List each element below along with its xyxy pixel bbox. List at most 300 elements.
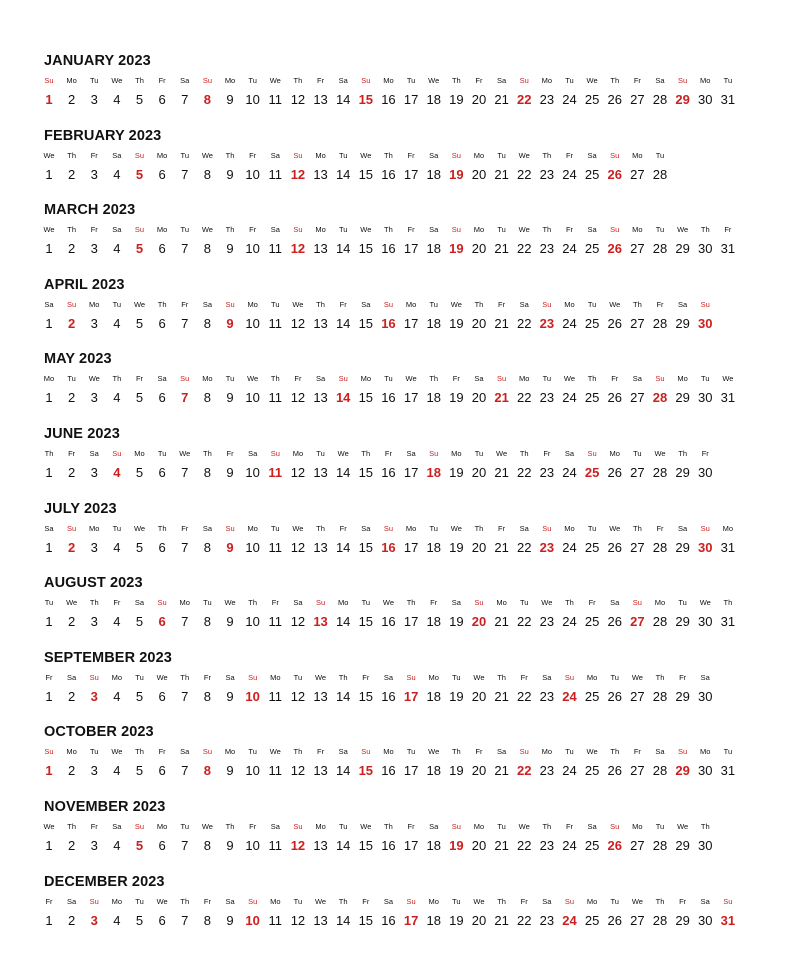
weekday-label: Su bbox=[497, 374, 507, 384]
date: 7 bbox=[181, 763, 189, 779]
date: 11 bbox=[268, 912, 283, 928]
date: 22 bbox=[516, 838, 532, 853]
date: 18 bbox=[426, 614, 441, 630]
weekday-label: Su bbox=[451, 225, 461, 235]
month-title: OCTOBER 2023 bbox=[44, 724, 154, 741]
weekday-label: Su bbox=[225, 299, 235, 309]
weekday-label: Fr bbox=[565, 225, 574, 235]
date: 23 bbox=[539, 763, 555, 779]
weekday-label: Su bbox=[248, 896, 258, 906]
date: 16 bbox=[381, 465, 396, 480]
weekday-label: Mo bbox=[134, 449, 145, 458]
weekday-label: Th bbox=[700, 225, 710, 235]
weekday-label: We bbox=[631, 896, 643, 906]
weekday-label: Fr bbox=[407, 150, 415, 160]
weekday-label: Th bbox=[474, 523, 484, 533]
date: 25 bbox=[584, 614, 600, 630]
weekday-label: Th bbox=[270, 374, 280, 384]
date: 24 bbox=[562, 166, 577, 182]
weekday-label: Tu bbox=[633, 449, 642, 458]
sunday-date: 12 bbox=[290, 241, 306, 257]
weekday-label: Su bbox=[225, 523, 235, 533]
weekday-label: Fr bbox=[475, 76, 483, 85]
date: 27 bbox=[630, 92, 645, 107]
weekday-label: Sa bbox=[89, 449, 99, 458]
weekday-label: Fr bbox=[181, 299, 189, 309]
date: 12 bbox=[290, 539, 306, 555]
date: 24 bbox=[562, 539, 577, 555]
weekday-label: Sa bbox=[315, 374, 326, 384]
date: 19 bbox=[449, 465, 464, 480]
weekday-label: Fr bbox=[203, 672, 211, 682]
date: 11 bbox=[268, 688, 283, 704]
weekday-label: Fr bbox=[407, 225, 415, 235]
weekday-label: Fr bbox=[271, 598, 279, 608]
date: 23 bbox=[539, 465, 555, 480]
weekday-label: Tu bbox=[497, 225, 506, 235]
weekday-label: We bbox=[360, 822, 372, 831]
weekday-label: Tu bbox=[180, 150, 189, 160]
weekday-label: Tu bbox=[135, 896, 144, 906]
weekday-label: Su bbox=[406, 672, 416, 682]
weekday-label: We bbox=[382, 598, 394, 608]
date: 17 bbox=[403, 241, 419, 257]
weekday-label: Fr bbox=[181, 523, 189, 533]
sunday-date: 5 bbox=[135, 166, 144, 182]
date: 31 bbox=[720, 241, 736, 257]
date: 23 bbox=[539, 838, 555, 853]
date: 10 bbox=[245, 838, 260, 853]
weekday-label: Tu bbox=[361, 598, 371, 608]
date: 4 bbox=[113, 166, 121, 182]
weekday-label: Fr bbox=[362, 672, 370, 682]
weekday-label: Mo bbox=[247, 523, 258, 533]
date: 4 bbox=[113, 539, 121, 555]
date: 8 bbox=[203, 688, 212, 704]
weekday-label: Sa bbox=[248, 449, 258, 458]
weekday-label: Tu bbox=[112, 523, 122, 533]
date: 19 bbox=[449, 912, 464, 928]
date: 19 bbox=[449, 614, 464, 630]
date: 2 bbox=[68, 390, 76, 406]
date: 25 bbox=[584, 763, 600, 779]
month-title: SEPTEMBER 2023 bbox=[44, 649, 172, 666]
weekday-label: Tu bbox=[452, 672, 461, 682]
date: 6 bbox=[158, 465, 166, 480]
weekday-label: Mo bbox=[496, 598, 507, 608]
month-block bbox=[0, 350, 792, 430]
weekday-label: Tu bbox=[90, 76, 99, 85]
weekday-label: We bbox=[722, 374, 734, 384]
weekday-label: Tu bbox=[203, 598, 212, 608]
date: 9 bbox=[226, 763, 234, 779]
weekday-label: Tu bbox=[338, 822, 348, 831]
date: 11 bbox=[268, 838, 283, 853]
date: 16 bbox=[381, 688, 396, 704]
weekday-label: Su bbox=[248, 672, 258, 682]
date: 18 bbox=[426, 912, 441, 928]
date: 20 bbox=[471, 390, 487, 406]
weekday-label: Su bbox=[632, 598, 642, 608]
date: 3 bbox=[90, 390, 98, 406]
weekday-label: We bbox=[518, 150, 530, 160]
weekday-label: Sa bbox=[655, 747, 665, 757]
date: 6 bbox=[158, 92, 166, 107]
date: 22 bbox=[516, 465, 532, 480]
weekday-label: Su bbox=[134, 822, 145, 831]
weekday-label: Th bbox=[225, 822, 235, 831]
weekday-label: Th bbox=[610, 747, 620, 757]
weekday-label: Mo bbox=[586, 896, 598, 906]
date: 20 bbox=[471, 166, 487, 182]
sunday-date: 14 bbox=[335, 390, 351, 406]
weekday-label: Su bbox=[542, 299, 552, 309]
weekday-label: We bbox=[496, 449, 508, 458]
weekday-label: Tu bbox=[519, 598, 529, 608]
weekday-label: Th bbox=[157, 523, 167, 533]
weekday-label: Su bbox=[67, 299, 77, 309]
weekday-label: Fr bbox=[565, 150, 574, 160]
weekday-label: Tu bbox=[610, 896, 619, 906]
date: 30 bbox=[698, 390, 713, 406]
date: 13 bbox=[313, 688, 328, 704]
sunday-date: 23 bbox=[539, 315, 555, 331]
weekday-label: Mo bbox=[632, 225, 643, 235]
weekday-label: Th bbox=[157, 299, 167, 309]
date: 22 bbox=[516, 166, 532, 182]
weekday-label: Su bbox=[338, 374, 348, 384]
weekday-label: Tu bbox=[610, 672, 619, 682]
weekday-label: Tu bbox=[429, 523, 438, 533]
weekday-label: Fr bbox=[294, 374, 302, 384]
weekday-label: Tu bbox=[587, 523, 597, 533]
weekday-label: Th bbox=[248, 598, 258, 608]
weekday-label: Sa bbox=[112, 225, 122, 235]
weekday-label: Fr bbox=[113, 598, 121, 608]
date: 20 bbox=[471, 688, 487, 704]
weekday-label: Su bbox=[89, 672, 99, 682]
date: 13 bbox=[313, 390, 328, 406]
date: 24 bbox=[562, 614, 577, 630]
date: 4 bbox=[113, 838, 121, 853]
date: 22 bbox=[516, 539, 532, 555]
date: 2 bbox=[68, 241, 76, 257]
date: 12 bbox=[290, 763, 306, 779]
weekday-label: Mo bbox=[111, 672, 123, 682]
date: 28 bbox=[652, 315, 668, 331]
weekday-label: We bbox=[609, 299, 621, 309]
date: 27 bbox=[630, 838, 645, 853]
weekday-label: Th bbox=[565, 598, 574, 608]
date: 23 bbox=[539, 92, 555, 107]
date: 6 bbox=[158, 315, 166, 331]
date: 8 bbox=[203, 315, 212, 331]
sunday-date: 1 bbox=[45, 92, 53, 107]
weekday-label: Th bbox=[655, 896, 665, 906]
date: 14 bbox=[335, 315, 351, 331]
weekday-label: Th bbox=[293, 747, 303, 757]
date: 3 bbox=[90, 92, 98, 107]
weekday-label: Mo bbox=[270, 896, 281, 906]
weekday-label: Su bbox=[293, 822, 303, 831]
date: 20 bbox=[471, 315, 487, 331]
month-block bbox=[0, 52, 792, 132]
weekday-label: Th bbox=[451, 76, 461, 85]
weekday-label: We bbox=[111, 747, 123, 757]
weekday-label: Fr bbox=[520, 896, 528, 906]
weekday-label: Sa bbox=[474, 374, 484, 384]
date: 11 bbox=[268, 539, 283, 555]
date: 2 bbox=[68, 166, 76, 182]
weekday-label: We bbox=[201, 822, 213, 831]
sunday-date: 26 bbox=[607, 241, 622, 257]
date: 11 bbox=[268, 241, 283, 257]
weekday-label: Mo bbox=[156, 225, 168, 235]
weekday-label: Su bbox=[700, 523, 710, 533]
date: 18 bbox=[426, 539, 441, 555]
date: 6 bbox=[158, 838, 166, 853]
date: 29 bbox=[675, 614, 690, 630]
date: 3 bbox=[90, 838, 98, 853]
sunday-date: 31 bbox=[720, 912, 736, 928]
weekday-label: Fr bbox=[633, 747, 641, 757]
weekday-label: Mo bbox=[451, 449, 462, 458]
weekday-label: Th bbox=[429, 374, 439, 384]
date: 25 bbox=[584, 539, 600, 555]
sunday-date: 30 bbox=[698, 315, 713, 331]
date: 9 bbox=[226, 166, 234, 182]
weekday-label: Th bbox=[203, 449, 212, 458]
weekday-label: Th bbox=[723, 598, 733, 608]
weekday-label: Mo bbox=[722, 523, 734, 533]
date: 21 bbox=[494, 166, 509, 182]
weekday-label: Fr bbox=[724, 225, 732, 235]
weekday-label: Fr bbox=[588, 598, 596, 608]
month-title: APRIL 2023 bbox=[44, 276, 125, 293]
date: 29 bbox=[675, 539, 690, 555]
date: 28 bbox=[652, 688, 668, 704]
date: 29 bbox=[675, 315, 690, 331]
weekday-label: Sa bbox=[406, 449, 416, 458]
weekday-label: Tu bbox=[587, 299, 597, 309]
weekday-label: Mo bbox=[202, 374, 213, 384]
weekday-label: We bbox=[428, 76, 440, 85]
weekday-label: Sa bbox=[270, 822, 280, 831]
weekday-label: Su bbox=[519, 747, 529, 757]
date: 7 bbox=[181, 614, 189, 630]
date: 10 bbox=[245, 241, 260, 257]
date: 26 bbox=[607, 390, 622, 406]
weekday-label: Fr bbox=[452, 374, 460, 384]
date: 12 bbox=[290, 465, 306, 480]
weekday-label: Th bbox=[89, 598, 99, 608]
date: 24 bbox=[562, 315, 577, 331]
date: 16 bbox=[381, 390, 396, 406]
weekday-label: Tu bbox=[180, 225, 189, 235]
date: 29 bbox=[675, 465, 690, 480]
weekday-label: We bbox=[43, 822, 55, 831]
weekday-label: Th bbox=[44, 449, 54, 458]
weekday-label: Mo bbox=[43, 374, 55, 384]
weekday-label: Th bbox=[678, 449, 687, 458]
weekday-label: Th bbox=[225, 150, 235, 160]
date: 19 bbox=[449, 688, 464, 704]
date: 24 bbox=[562, 838, 577, 853]
weekday-label: Tu bbox=[406, 747, 416, 757]
weekday-label: Tu bbox=[723, 76, 733, 85]
weekday-label: We bbox=[654, 449, 666, 458]
date: 22 bbox=[516, 614, 532, 630]
date: 26 bbox=[607, 92, 622, 107]
weekday-label: Mo bbox=[89, 523, 100, 533]
date: 25 bbox=[584, 688, 600, 704]
sunday-date: 2 bbox=[68, 315, 76, 331]
weekday-label: Su bbox=[67, 523, 77, 533]
weekday-label: Mo bbox=[360, 374, 372, 384]
sunday-date: 1 bbox=[45, 763, 53, 779]
sunday-date: 7 bbox=[181, 390, 189, 406]
date: 18 bbox=[426, 763, 441, 779]
date: 26 bbox=[607, 315, 622, 331]
sunday-date: 20 bbox=[471, 614, 487, 630]
weekday-label: Su bbox=[610, 822, 620, 831]
date: 22 bbox=[516, 912, 532, 928]
date: 2 bbox=[68, 92, 76, 107]
date: 25 bbox=[584, 166, 600, 182]
date: 2 bbox=[68, 688, 76, 704]
weekday-label: We bbox=[450, 523, 462, 533]
date: 19 bbox=[449, 390, 464, 406]
weekday-label: We bbox=[292, 299, 304, 309]
date: 27 bbox=[630, 912, 645, 928]
weekday-label: Mo bbox=[700, 76, 711, 85]
date: 15 bbox=[358, 539, 374, 555]
sunday-date: 18 bbox=[426, 465, 441, 480]
weekday-label: Fr bbox=[475, 747, 483, 757]
weekday-label: Su bbox=[202, 747, 212, 757]
date: 18 bbox=[426, 241, 441, 257]
weekday-label: Su bbox=[112, 449, 122, 458]
weekday-label: Fr bbox=[317, 747, 325, 757]
date: 7 bbox=[181, 315, 189, 331]
date: 11 bbox=[268, 614, 283, 630]
date: 28 bbox=[652, 465, 668, 480]
date: 22 bbox=[516, 241, 532, 257]
weekday-label: Th bbox=[361, 449, 371, 458]
weekday-label: Th bbox=[293, 76, 303, 85]
weekday-label: Su bbox=[383, 523, 394, 533]
date: 15 bbox=[358, 390, 374, 406]
weekday-label: Sa bbox=[112, 150, 122, 160]
date: 3 bbox=[90, 763, 98, 779]
weekday-label: Su bbox=[44, 76, 54, 85]
weekday-label: Fr bbox=[249, 150, 257, 160]
weekday-label: Sa bbox=[451, 598, 461, 608]
date: 5 bbox=[135, 315, 144, 331]
weekday-label: Mo bbox=[247, 299, 258, 309]
weekday-label: Fr bbox=[679, 672, 687, 682]
sunday-date: 22 bbox=[516, 763, 532, 779]
date: 2 bbox=[68, 912, 76, 928]
date: 19 bbox=[449, 92, 464, 107]
weekday-label: Su bbox=[383, 299, 394, 309]
weekday-label: Su bbox=[610, 225, 620, 235]
date: 5 bbox=[135, 92, 144, 107]
date: 24 bbox=[562, 92, 577, 107]
date: 10 bbox=[245, 763, 260, 779]
weekday-label: Th bbox=[67, 822, 76, 831]
weekday-label: Fr bbox=[362, 896, 370, 906]
date: 2 bbox=[68, 763, 76, 779]
date: 25 bbox=[584, 315, 600, 331]
month-title: JANUARY 2023 bbox=[44, 53, 151, 69]
weekday-label: Th bbox=[542, 822, 552, 831]
sunday-date: 12 bbox=[290, 166, 306, 182]
weekday-label: Su bbox=[202, 76, 212, 85]
date: 11 bbox=[268, 166, 283, 182]
date: 27 bbox=[630, 315, 645, 331]
date: 4 bbox=[113, 315, 121, 331]
date: 12 bbox=[290, 912, 306, 928]
date: 7 bbox=[181, 539, 189, 555]
date: 29 bbox=[675, 241, 690, 257]
sunday-date: 19 bbox=[449, 838, 464, 853]
weekday-label: Tu bbox=[90, 747, 99, 757]
sunday-date: 21 bbox=[494, 390, 509, 406]
weekday-label: Sa bbox=[202, 523, 212, 533]
date: 25 bbox=[584, 838, 600, 853]
weekday-label: Fr bbox=[701, 449, 709, 458]
weekday-label: We bbox=[247, 374, 259, 384]
weekday-label: Tu bbox=[338, 150, 348, 160]
date: 13 bbox=[313, 166, 328, 182]
date: 2 bbox=[68, 465, 76, 480]
weekday-label: Mo bbox=[111, 896, 123, 906]
weekday-label: We bbox=[43, 225, 55, 235]
date: 21 bbox=[494, 92, 509, 107]
date: 7 bbox=[181, 838, 189, 853]
weekday-label: Tu bbox=[293, 896, 303, 906]
date: 14 bbox=[335, 166, 351, 182]
date: 17 bbox=[403, 614, 419, 630]
date: 13 bbox=[313, 838, 328, 853]
weekday-label: We bbox=[586, 747, 598, 757]
date: 5 bbox=[135, 688, 144, 704]
date: 26 bbox=[607, 465, 622, 480]
weekday-label: Tu bbox=[723, 747, 733, 757]
date: 19 bbox=[449, 539, 464, 555]
date: 8 bbox=[203, 838, 212, 853]
date: 21 bbox=[494, 241, 509, 257]
date: 27 bbox=[630, 763, 645, 779]
weekday-label: Sa bbox=[700, 672, 710, 682]
date: 15 bbox=[358, 838, 374, 853]
weekday-label: Mo bbox=[632, 822, 643, 831]
weekday-label: Sa bbox=[361, 299, 371, 309]
month-block bbox=[0, 201, 792, 281]
date: 16 bbox=[381, 763, 396, 779]
weekday-label: Th bbox=[384, 150, 393, 160]
weekday-label: We bbox=[337, 449, 349, 458]
weekday-label: Tu bbox=[338, 225, 348, 235]
weekday-label: Mo bbox=[383, 747, 394, 757]
weekday-label: Fr bbox=[656, 299, 664, 309]
date: 5 bbox=[135, 912, 144, 928]
weekday-label: Su bbox=[587, 449, 597, 458]
weekday-label: Su bbox=[134, 225, 145, 235]
weekday-label: Fr bbox=[68, 449, 76, 458]
weekday-label: Mo bbox=[519, 374, 530, 384]
